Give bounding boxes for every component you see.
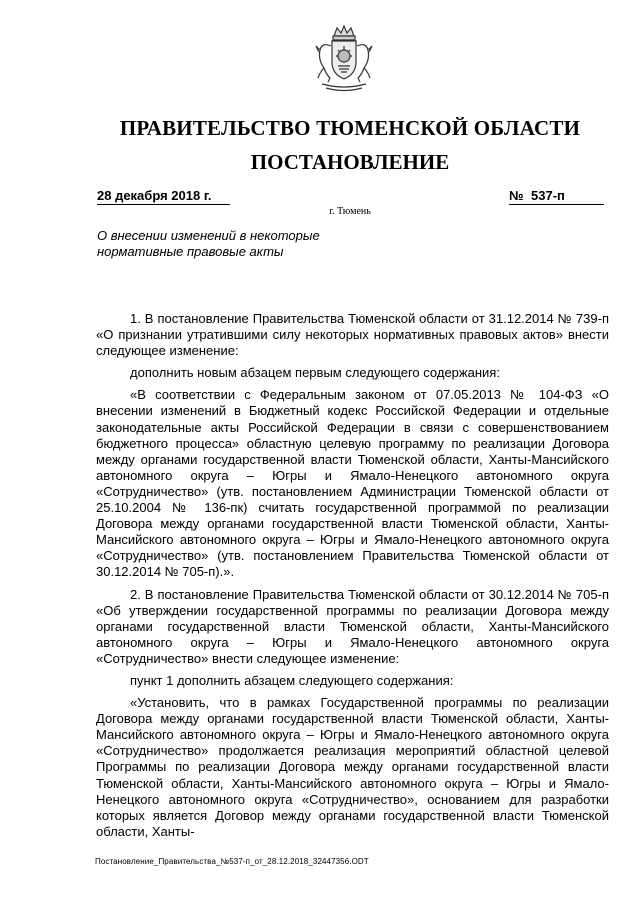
tyumen-coat-of-arms-icon — [308, 22, 380, 94]
document-subject — [97, 228, 357, 260]
number-sign: № — [509, 188, 524, 203]
paragraph-4: 2. В постановление Правительства Тюменской области от 30.12.2014 № 705-п «Об утверждении государственной программы по реализации Договора между органами государственной власти Тюменской области, Ханты-Мансийского автономного округа – Югры и Ямало-Ненецкого автономного округа «Сотрудничество» внести следующее изменение: — [96, 586, 609, 666]
paragraph-2: дополнить новым абзацем первым следующего содержания: — [130, 365, 500, 381]
footer-filename: Постановление_Правительства_№537-п_от_28.12.2018_32447356.ODT — [95, 857, 369, 866]
paragraph-5: пункт 1 дополнить абзацем следующего содержания: — [130, 672, 454, 688]
subject-line-2: нормативные правовые акты — [97, 244, 284, 259]
government-title: ПРАВИТЕЛЬСТВО ТЮМЕНСКОЙ ОБЛАСТИ — [119, 116, 581, 140]
document-number: 537-п — [531, 188, 565, 203]
paragraph-3: «В соответствии с Федеральным законом от 07.05.2013 № 104-ФЗ «О внесении изменений в Бюджетный кодекс Российской Федерации и отдельные законодательные акты Российской Федерации в связи с совершенствованием бюджетного процесса» областную целевую программу по реализации Договора между органами государственной власти Тюменской области, Ханты-Мансийского автономного округа – Югры и Ямало-Ненецкого автономного округа «Сотрудничество» (утв. постановлением Администрации Тюменской области от 25.10.2004 № 136-пк) считать государственной программой по реализации Договора между органами государственной власти Тюменской области, Ханты-Мансийского автономного округа – Югры и Ямало-Ненецкого автономного округа «Сотрудничество» (утв. постановлением Правительства Тюменской области от 30.12.2014 № 705-п).». — [96, 387, 609, 580]
date-underline — [97, 204, 230, 205]
paragraph-1: 1. В постановление Правительства Тюменской области от 31.12.2014 № 739-п «О признании утратившими силу некоторых нормативных правовых актов» внести следующее изменение: — [96, 311, 609, 359]
document-date: 28 декабря 2018 г. — [97, 188, 212, 203]
paragraph-6: «Установить, что в рамках Государственной программы по реализации Договора между органами государственной власти Тюменской области, Ханты-Мансийского автономного округа – Югры и Ямало-Ненецкого автономного округа «Сотрудничество» продолжается реализация мероприятий областной целевой Программы по реализации Договора между органами государственной власти Тюменской области, Ханты-Мансийского автономного округа – Югры и Ямало-Ненецкого автономного округа «Сотрудничество», основанием для разработки которых является Договор между органами государственной власти Тюменской области, Ханты- — [96, 695, 609, 839]
document-city: г. Тюмень — [329, 206, 371, 217]
subject-line-1: О внесении изменений в некоторые — [97, 228, 320, 243]
number-underline — [509, 204, 604, 205]
document-body — [96, 311, 609, 846]
document-type-title: ПОСТАНОВЛЕНИЕ — [250, 150, 450, 174]
